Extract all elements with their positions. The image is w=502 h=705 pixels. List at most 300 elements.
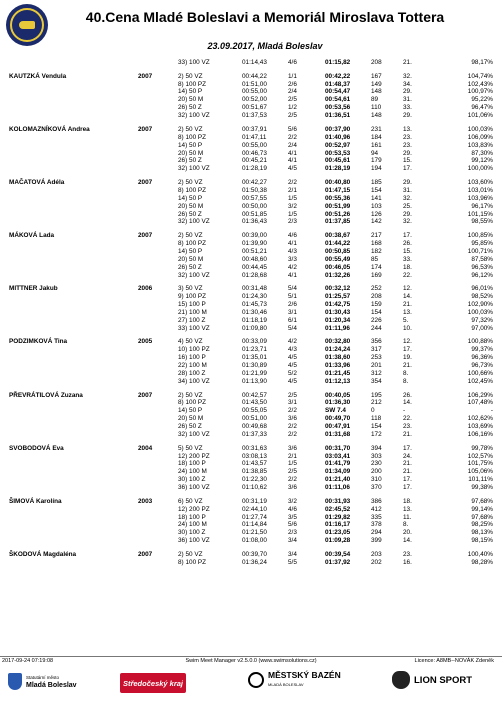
place-cell: 11. <box>403 513 412 521</box>
place-cell: 23. <box>403 423 412 431</box>
event-cell: 8) 100 PZ <box>178 80 207 88</box>
event-cell: 21) 100 M <box>178 308 207 316</box>
final-time-cell: 00:31,93 <box>325 497 351 505</box>
event-cell: 32) 100 VZ <box>178 112 210 120</box>
final-time-cell: 01:38,60 <box>325 354 351 362</box>
birth-year: 2007 <box>138 232 153 240</box>
points-cell: 149 <box>371 80 382 88</box>
event-cell: 8) 100 PZ <box>178 399 207 407</box>
result-row <box>0 431 502 439</box>
final-time-cell: 01:44,22 <box>325 240 351 247</box>
percent-cell: 98,52% <box>471 293 493 301</box>
points-cell: 201 <box>371 362 382 370</box>
birth-year: 2003 <box>138 497 153 505</box>
percent-cell: 100,85% <box>467 232 493 240</box>
seed-time-cell: 00:44,22 <box>242 72 267 80</box>
final-time-cell: 01:29,82 <box>325 513 351 521</box>
seed-time-cell: 00:42,57 <box>242 391 267 399</box>
event-cell: 2) 50 VZ <box>178 125 203 133</box>
swimmer-name: ŠKODOVÁ Magdaléna <box>9 550 77 558</box>
percent-cell: 102,57% <box>467 452 493 460</box>
final-time-cell: 02:45,52 <box>325 505 351 513</box>
result-row <box>0 354 502 362</box>
final-time-cell: 00:32,12 <box>325 285 351 293</box>
seed-time-cell: 03:08,13 <box>242 452 267 460</box>
result-row <box>0 514 502 522</box>
heat-lane-cell: 2/2 <box>288 178 297 186</box>
percent-cell: 103,83% <box>467 141 493 149</box>
points-cell: 212 <box>371 399 382 407</box>
points-cell: 126 <box>371 210 382 218</box>
heat-lane-cell: 4/6 <box>288 232 297 240</box>
result-row <box>0 468 502 476</box>
place-cell: 22. <box>403 271 412 279</box>
footer-software: Swim Meet Manager v2.5.0.0 (www.swimsolutions.cz) <box>185 658 317 664</box>
event-cell: 26) 50 Z <box>178 210 202 218</box>
seed-time-cell: 01:35,01 <box>242 354 267 362</box>
result-row <box>0 460 502 468</box>
heat-lane-cell: 2/4 <box>288 141 297 149</box>
event-cell: 20) 50 M <box>178 202 204 210</box>
place-cell: 29. <box>403 149 412 157</box>
place-cell: 10. <box>403 324 412 332</box>
event-cell: 16) 100 P <box>178 354 206 362</box>
city-crest-icon <box>8 673 22 690</box>
event-cell: 20) 50 M <box>178 415 204 423</box>
place-cell: 14. <box>403 537 412 545</box>
final-time-cell: 01:20,34 <box>325 316 351 324</box>
final-time-cell: 01:11,06 <box>325 484 350 492</box>
heat-lane-cell: 3/1 <box>288 308 297 316</box>
place-cell: 15. <box>403 247 412 255</box>
points-cell: 161 <box>371 141 382 149</box>
event-cell: 12) 200 PZ <box>178 452 210 460</box>
seed-time-cell: 01:14,43 <box>242 59 267 66</box>
percent-cell: 97,68% <box>471 513 493 521</box>
event-cell: 18) 100 P <box>178 513 206 521</box>
event-cell: 3) 50 VZ <box>178 285 203 293</box>
heat-lane-cell: 1/2 <box>288 104 297 112</box>
percent-cell: 102,45% <box>467 377 493 385</box>
points-cell: 253 <box>371 354 382 362</box>
result-row <box>0 104 502 112</box>
result-row <box>0 218 502 226</box>
place-cell: 13. <box>403 308 412 316</box>
heat-lane-cell: 3/2 <box>288 202 297 210</box>
seed-time-cell: 01:23,71 <box>242 346 267 354</box>
points-cell: 202 <box>371 558 382 566</box>
points-cell: 103 <box>371 202 382 210</box>
event-cell: 26) 50 Z <box>178 157 202 165</box>
final-time-cell: 00:45,61 <box>325 157 351 165</box>
final-time-cell: 01:21,40 <box>325 476 351 484</box>
seed-time-cell: 01:43,50 <box>242 399 267 407</box>
event-cell: 8) 100 PZ <box>178 186 207 194</box>
seed-time-cell: 00:33,09 <box>242 338 267 346</box>
swimmer-name: SVOBODOVÁ Eva <box>9 444 64 452</box>
swimmer-name: ŠIMOVÁ Karolína <box>9 497 62 505</box>
final-time-cell: 00:40,80 <box>325 178 351 186</box>
percent-cell: 105,06% <box>467 468 493 476</box>
result-row <box>0 248 502 256</box>
event-cell: 32) 100 VZ <box>178 165 210 173</box>
result-row <box>0 179 502 187</box>
percent-cell: 101,06% <box>467 112 493 120</box>
final-time-cell: 00:38,67 <box>325 232 351 240</box>
footer-timestamp: 2017-09-24 07:19:08 <box>2 658 54 664</box>
final-time-cell: 00:50,85 <box>325 247 351 255</box>
points-cell: 370 <box>371 484 382 492</box>
final-time-cell: 01:37,85 <box>325 218 351 226</box>
points-cell: 230 <box>371 460 382 468</box>
seed-time-cell: 01:13,90 <box>242 377 267 385</box>
percent-cell: 97,68% <box>471 497 493 505</box>
seed-time-cell: 00:44,45 <box>242 263 267 271</box>
percent-cell: 99,14% <box>471 505 493 513</box>
final-time-cell: 01:34,09 <box>325 468 351 476</box>
result-row <box>0 551 502 559</box>
result-row <box>0 317 502 325</box>
percent-cell: 96,01% <box>471 285 493 293</box>
place-cell: 17. <box>403 232 412 240</box>
event-cell: 2) 50 VZ <box>178 232 203 240</box>
percent-cell: 102,62% <box>467 415 493 423</box>
points-cell: 244 <box>371 324 382 332</box>
footer-licence: Licence: A8MB--NOVÁK Zdeněk <box>414 658 494 664</box>
sponsor-bar <box>0 669 502 703</box>
final-time-cell: 01:31,68 <box>325 430 351 438</box>
result-row <box>0 370 502 378</box>
final-time-cell: SW 7.4 <box>325 407 346 415</box>
seed-time-cell: 01:51,00 <box>242 80 267 88</box>
event-cell: 36) 100 VZ <box>178 537 210 545</box>
sponsor-lion-sport <box>392 671 472 689</box>
seed-time-cell: 01:43,57 <box>242 460 267 468</box>
heat-lane-cell: 5/4 <box>288 285 297 293</box>
result-row <box>0 88 502 96</box>
final-time-cell: 01:23,05 <box>325 529 351 537</box>
seed-time-cell: 01:38,85 <box>242 468 267 476</box>
seed-time-cell: 00:31,63 <box>242 444 267 452</box>
place-cell: 29. <box>403 88 412 96</box>
event-cell: 8) 100 PZ <box>178 133 207 141</box>
result-row <box>0 537 502 545</box>
seed-time-cell: 00:55,00 <box>242 141 267 149</box>
page-title: 40.Cena Mladé Boleslavi a Memoriál Miroslava Tottera <box>85 9 445 25</box>
place-cell: 31. <box>403 186 412 194</box>
sponsor-lion-text: LION SPORT <box>414 674 473 686</box>
percent-cell: 99,78% <box>471 444 493 452</box>
result-row <box>0 293 502 301</box>
heat-lane-cell: 2/3 <box>288 218 297 226</box>
heat-lane-cell: 2/6 <box>288 301 297 309</box>
points-cell: 179 <box>371 157 382 165</box>
final-time-cell: 00:53,56 <box>325 104 351 112</box>
heat-lane-cell: 2/6 <box>288 80 297 88</box>
final-time-cell: 00:49,70 <box>325 415 351 423</box>
result-row <box>0 195 502 203</box>
percent-cell: 98,17% <box>471 59 493 66</box>
seed-time-cell: 01:30,46 <box>242 308 267 316</box>
points-cell: 378 <box>371 521 382 529</box>
event-cell: 5) 50 VZ <box>178 444 203 452</box>
result-row <box>0 256 502 264</box>
percent-cell: 102,90% <box>467 301 493 309</box>
result-row <box>0 423 502 431</box>
final-time-cell: 03:03,41 <box>325 452 351 460</box>
result-row <box>0 399 502 407</box>
seed-time-cell: 00:45,21 <box>242 157 267 165</box>
seed-time-cell: 01:37,33 <box>242 430 267 438</box>
percent-cell: - <box>490 407 493 415</box>
percent-cell: 99,37% <box>471 346 493 354</box>
heat-lane-cell: 2/2 <box>288 476 297 484</box>
percent-cell: 96,12% <box>471 271 493 279</box>
seed-time-cell: 01:09,80 <box>242 324 267 332</box>
final-time-cell: 00:39,54 <box>325 550 351 558</box>
final-time-cell: 00:55,36 <box>325 194 351 202</box>
swimmer-name: PŘEVRÁTILOVÁ Zuzana <box>9 391 83 399</box>
sponsor-mestsky-bazen <box>248 671 341 689</box>
points-cell: 394 <box>371 444 382 452</box>
heat-lane-cell: 5/1 <box>288 293 297 301</box>
heat-lane-cell: 2/2 <box>288 423 297 431</box>
percent-cell: 96,73% <box>471 362 493 370</box>
points-cell: 0 <box>371 407 375 415</box>
final-time-cell: 00:46,05 <box>325 263 351 271</box>
seed-time-cell: 01:21,50 <box>242 529 267 537</box>
percent-cell: 106,09% <box>467 133 493 141</box>
event-cell: 14) 50 P <box>178 88 203 96</box>
seed-time-cell: 01:27,74 <box>242 513 267 521</box>
percent-cell: 98,55% <box>471 218 493 226</box>
event-cell: 14) 50 P <box>178 247 203 255</box>
percent-cell: 100,88% <box>467 338 493 346</box>
final-time-cell: 01:36,51 <box>325 112 351 120</box>
result-row <box>0 211 502 219</box>
event-cell: 32) 100 VZ <box>178 430 210 438</box>
event-cell: 32) 100 VZ <box>178 271 210 279</box>
heat-lane-cell: 5/6 <box>288 125 297 133</box>
points-cell: 203 <box>371 550 382 558</box>
seed-time-cell: 00:55,05 <box>242 407 267 415</box>
event-cell: 36) 100 VZ <box>178 484 210 492</box>
heat-lane-cell: 2/3 <box>288 529 297 537</box>
heat-lane-cell: 2/1 <box>288 186 297 194</box>
event-cell: 33) 100 VZ <box>178 324 210 332</box>
percent-cell: 101,75% <box>467 460 493 468</box>
percent-cell: 107,48% <box>467 399 493 407</box>
place-cell: 23. <box>403 141 412 149</box>
result-row <box>0 309 502 317</box>
points-cell: 148 <box>371 112 382 120</box>
place-cell: 32. <box>403 194 412 202</box>
result-row <box>0 453 502 461</box>
seed-time-cell: 00:31,48 <box>242 285 267 293</box>
seed-time-cell: 00:52,00 <box>242 96 267 104</box>
percent-cell: 98,13% <box>471 529 493 537</box>
event-cell: 30) 100 Z <box>178 529 206 537</box>
heat-lane-cell: 3/4 <box>288 550 297 558</box>
final-time-cell: 00:47,91 <box>325 423 351 431</box>
result-row <box>0 407 502 415</box>
seed-time-cell: 01:10,62 <box>242 484 267 492</box>
swimmer-name: MAČATOVÁ Adéla <box>9 178 65 186</box>
percent-cell: 102,43% <box>467 80 493 88</box>
final-time-cell: 01:37,92 <box>325 558 351 566</box>
result-row <box>0 346 502 354</box>
event-cell: 26) 50 Z <box>178 263 202 271</box>
heat-lane-cell: 4/5 <box>288 377 297 385</box>
points-cell: 303 <box>371 452 382 460</box>
result-row <box>0 285 502 293</box>
place-cell: 18. <box>403 263 412 271</box>
seed-time-cell: 00:50,00 <box>242 202 267 210</box>
result-row <box>0 476 502 484</box>
result-row <box>0 445 502 453</box>
result-row <box>0 559 502 567</box>
points-cell: 310 <box>371 476 382 484</box>
points-cell: 159 <box>371 301 382 309</box>
seed-time-cell: 01:36,24 <box>242 558 267 566</box>
place-cell: 8. <box>403 521 409 529</box>
event-cell: 28) 100 Z <box>178 369 206 377</box>
result-row <box>0 521 502 529</box>
heat-lane-cell: 5/6 <box>288 521 297 529</box>
place-cell: 21. <box>403 468 412 476</box>
final-time-cell: 01:28,19 <box>325 165 351 173</box>
heat-lane-cell: 2/5 <box>288 468 297 476</box>
result-row <box>0 187 502 195</box>
event-cell: 2) 50 VZ <box>178 72 203 80</box>
swimmer-name: KAUTZKÁ Vendula <box>9 72 67 80</box>
heat-lane-cell: 2/5 <box>288 112 297 120</box>
seed-time-cell: 01:45,73 <box>242 301 267 309</box>
result-row <box>0 325 502 333</box>
final-time-cell: 01:47,15 <box>325 186 351 194</box>
result-row <box>0 240 502 248</box>
heat-lane-cell: 1/5 <box>288 210 297 218</box>
heat-lane-cell: 2/2 <box>288 407 297 415</box>
points-cell: 141 <box>371 194 382 202</box>
final-time-cell: 01:15,82 <box>325 59 351 66</box>
place-cell: 31. <box>403 96 412 104</box>
points-cell: 294 <box>371 529 382 537</box>
event-cell: 20) 50 M <box>178 149 204 157</box>
final-time-cell: 01:33,96 <box>325 362 351 370</box>
place-cell: 21. <box>403 301 412 309</box>
final-time-cell: 01:12,13 <box>325 377 351 385</box>
place-cell: 17. <box>403 476 412 484</box>
place-cell: 23. <box>403 550 412 558</box>
final-time-cell: 00:55,49 <box>325 255 351 263</box>
points-cell: 184 <box>371 133 382 141</box>
swimmer-icon <box>19 21 35 29</box>
final-time-cell: 01:11,96 <box>325 324 350 332</box>
result-row <box>0 378 502 386</box>
percent-cell: 106,29% <box>467 391 493 399</box>
final-time-cell: 01:42,75 <box>325 301 351 309</box>
final-time-cell: 00:51,26 <box>325 210 351 218</box>
percent-cell: 96,17% <box>471 202 493 210</box>
sponsor-mb-big: Mladá Boleslav <box>26 681 77 689</box>
swimmer-name: PODZIMKOVÁ Tina <box>9 338 68 346</box>
points-cell: 154 <box>371 186 382 194</box>
points-cell: 154 <box>371 308 382 316</box>
percent-cell: 103,01% <box>467 186 493 194</box>
points-cell: 200 <box>371 468 382 476</box>
result-row <box>0 157 502 165</box>
result-row <box>0 498 502 506</box>
points-cell: 182 <box>371 247 382 255</box>
seed-time-cell: 01:30,89 <box>242 362 267 370</box>
heat-lane-cell: 1/5 <box>288 194 297 202</box>
place-cell: 17. <box>403 165 412 173</box>
heat-lane-cell: 4/6 <box>288 505 297 513</box>
percent-cell: 100,03% <box>467 125 493 133</box>
points-cell: 194 <box>371 165 382 173</box>
sponsor-bazen-small: MLADÁ BOLESLAV <box>268 682 304 687</box>
points-cell: 356 <box>371 338 382 346</box>
event-cell: 8) 100 PZ <box>178 240 207 247</box>
points-cell: 231 <box>371 125 382 133</box>
place-cell: 8. <box>403 377 409 385</box>
final-time-cell: 00:53,53 <box>325 149 351 157</box>
place-cell: 17. <box>403 444 412 452</box>
seed-time-cell: 01:22,30 <box>242 476 267 484</box>
final-time-cell: 00:54,61 <box>325 96 351 104</box>
percent-cell: 99,38% <box>471 484 493 492</box>
event-cell: 22) 100 M <box>178 362 207 370</box>
place-cell: 21. <box>403 430 412 438</box>
heat-lane-cell: 6/1 <box>288 316 297 324</box>
place-cell: 14. <box>403 293 412 301</box>
result-row <box>0 506 502 514</box>
heat-lane-cell: 2/5 <box>288 391 297 399</box>
place-cell: 23. <box>403 133 412 141</box>
heat-lane-cell: 3/4 <box>288 537 297 545</box>
swimmer-name: MITTNER Jakub <box>9 285 58 293</box>
points-cell: 195 <box>371 391 382 399</box>
percent-cell: 103,96% <box>467 194 493 202</box>
heat-lane-cell: 5/2 <box>288 369 297 377</box>
result-row <box>0 112 502 120</box>
heat-lane-cell: 4/5 <box>288 362 297 370</box>
event-cell: 18) 100 P <box>178 460 206 468</box>
place-cell: 29. <box>403 210 412 218</box>
place-cell: 33. <box>403 104 412 112</box>
seed-time-cell: 00:39,00 <box>242 232 267 240</box>
percent-cell: 104,74% <box>467 72 493 80</box>
result-row <box>0 301 502 309</box>
result-row <box>0 73 502 81</box>
result-row <box>0 165 502 173</box>
result-row <box>0 338 502 346</box>
event-cell: 14) 50 P <box>178 407 203 415</box>
seed-time-cell: 00:49,68 <box>242 423 267 431</box>
place-cell: 29. <box>403 178 412 186</box>
heat-lane-cell: 1/5 <box>288 460 297 468</box>
page-subtitle: 23.09.2017, Mladá Boleslav <box>207 41 323 51</box>
seed-time-cell: 01:36,43 <box>242 218 267 226</box>
event-cell: 9) 100 PZ <box>178 293 207 301</box>
seed-time-cell: 01:50,38 <box>242 186 267 194</box>
seed-time-cell: 01:37,53 <box>242 112 267 120</box>
percent-cell: 96,53% <box>471 263 493 271</box>
percent-cell: 101,15% <box>467 210 493 218</box>
place-cell: 24. <box>403 452 412 460</box>
percent-cell: 99,12% <box>471 157 493 165</box>
